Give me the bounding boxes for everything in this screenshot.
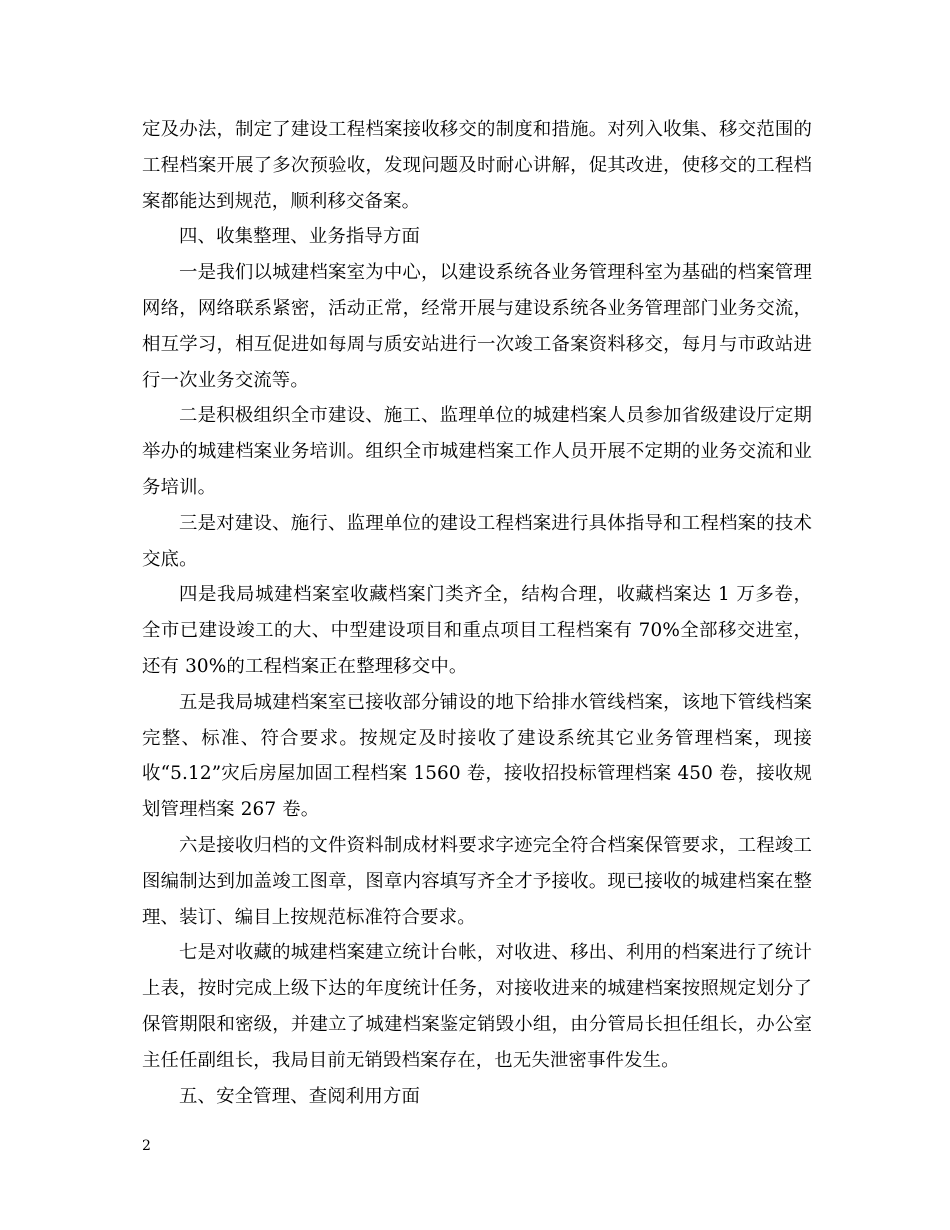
page-number: 2: [142, 1138, 151, 1154]
paragraph-item-7: 七是对收藏的城建档案建立统计台帐，对收进、移出、利用的档案进行了统计上表，按时完成上级下达的年度统计任务，对接收进来的城建档案按照规定划分了保管期限和密级，并建立了城建档案鉴定销毁小组，由分管局长担任组长，办公室主任任副组长，我局目前无销毁档案存在，也无失泄密事件发生。: [142, 942, 812, 1071]
paragraph-item-2: 二是积极组织全市建设、施工、监理单位的城建档案人员参加省级建设厅定期举办的城建档案业务培训。组织全市城建档案工作人员开展不定期的业务交流和业务培训。: [142, 405, 812, 498]
paragraph-continuation: 定及办法，制定了建设工程档案接收移交的制度和措施。对列入收集、移交范围的工程档案开展了多次预验收，发现问题及时耐心讲解，促其改进，使移交的工程档案都能达到规范，顺利移交备案。: [142, 119, 812, 212]
paragraph-item-1: 一是我们以城建档案室为中心，以建设系统各业务管理科室为基础的档案管理网络，网络联系紧密，活动正常，经常开展与建设系统各业务管理部门业务交流，相互学习，相互促进如每周与质安站进行一次竣工备案资料移交，每月与市政站进行一次业务交流等。: [142, 262, 812, 391]
paragraph-item-4: 四是我局城建档案室收藏档案门类齐全，结构合理，收藏档案达 1 万多卷，全市已建设竣工的大、中型建设项目和重点项目工程档案有 70%全部移交进室，还有 30%的工程档案正在整理移交中。: [142, 584, 812, 677]
document-body: [142, 112, 812, 1114]
paragraph-item-3: 三是对建设、施行、监理单位的建设工程档案进行具体指导和工程档案的技术交底。: [142, 512, 812, 570]
paragraph-item-5: 五是我局城建档案室已接收部分铺设的地下给排水管线档案，该地下管线档案完整、标准、符合要求。按规定及时接收了建设系统其它业务管理档案，现接收“5.12”灾后房屋加固工程档案 1560 卷，接收招投标管理档案 450 卷，接收规划管理档案 267 卷。: [142, 691, 812, 821]
section-heading-collection: 四、收集整理、业务指导方面: [179, 226, 421, 248]
paragraph-item-6: 六是接收归档的文件资料制成材料要求字迹完全符合档案保管要求，工程竣工图编制达到加盖竣工图章，图章内容填写齐全才予接收。现已接收的城建档案在整理、装订、编目上按规范标准符合要求。: [142, 834, 812, 928]
section-heading-security: 五、安全管理、查阅利用方面: [179, 1085, 421, 1107]
